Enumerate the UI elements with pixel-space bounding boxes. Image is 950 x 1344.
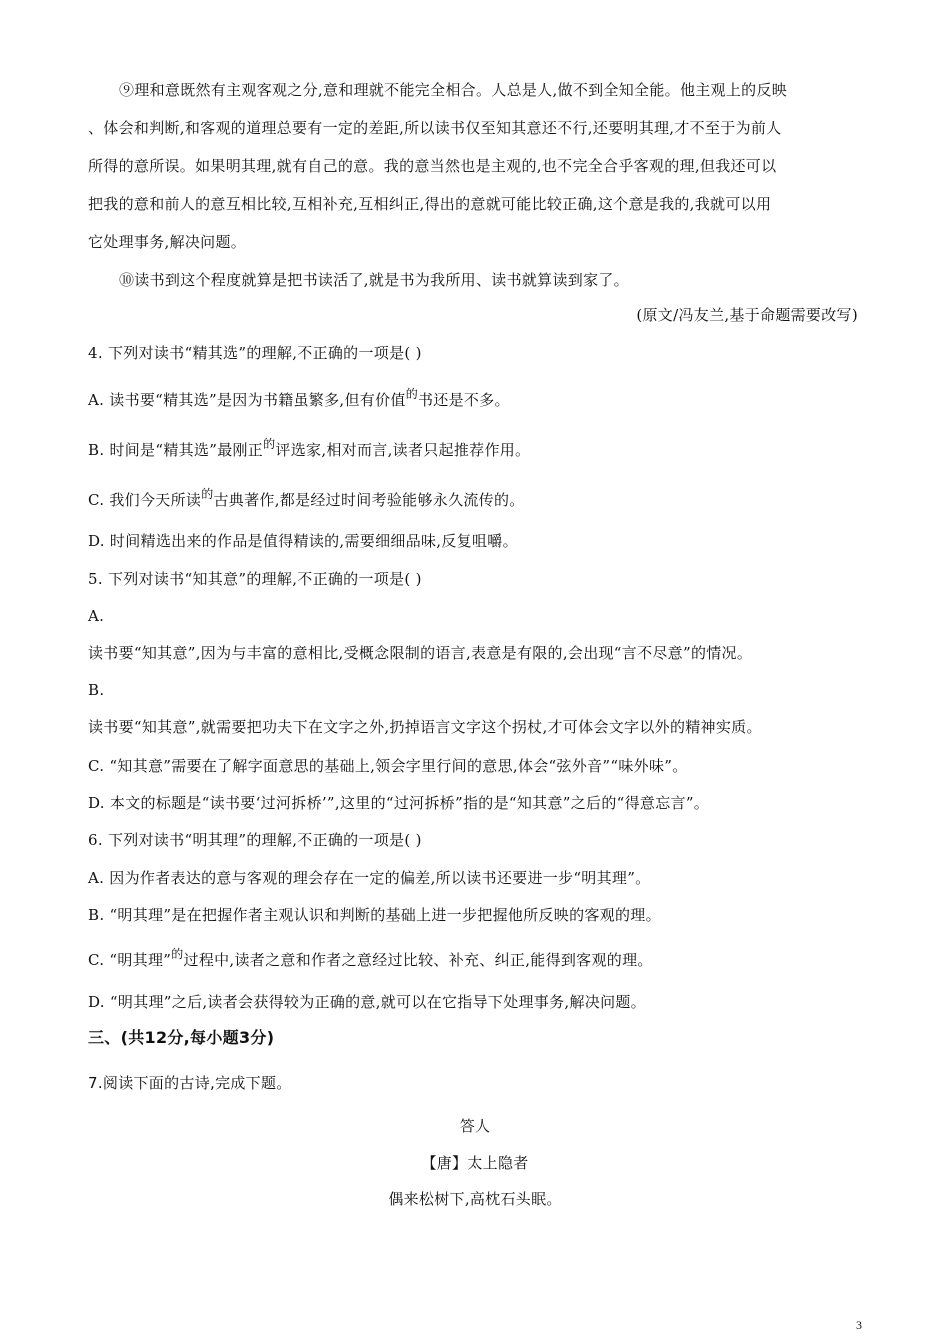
q4-option-a: A. 读书要“精其选”是因为书籍虽繁多,但有价值$^的$书还是不多。 <box>88 387 510 409</box>
poem-line-1: 偶来松树下,高枕石头眠。 <box>388 1190 562 1208</box>
q6-option-d: D. “明其理”之后,读者会获得较为正确的意,就可以在它指导下处理事务,解决问题。 <box>88 993 646 1011</box>
q4-option-c: C. 我们今天所读$^的$古典著作,都是经过时间考验能够永久流传的。 <box>88 487 525 509</box>
source-note: (原文/冯友兰,基于命题需要改写) <box>636 306 858 324</box>
para9-line4: 把我的意和前人的意互相比较,互相补充,互相纠正,得出的意就可能比较正确,这个意是我的,我就可以用 <box>88 195 772 213</box>
q5-option-b-label: B. <box>88 681 105 699</box>
q5-option-a-text: 读书要“知其意”,因为与丰富的意相比,受概念限制的语言,表意是有限的,会出现“言不尽意”的情况。 <box>88 644 753 662</box>
q5-option-b-text: 读书要“知其意”,就需要把功夫下在文字之外,扔掉语言文字这个拐杖,才可体会文字以外的精神实质。 <box>88 718 762 736</box>
q6-option-a: A. 因为作者表达的意与客观的理会存在一定的偏差,所以读书还要进一步“明其理”。 <box>88 869 651 887</box>
q4-stem: 4. 下列对读书“精其选”的理解,不正确的一项是( ) <box>88 344 422 362</box>
q5-option-c: C. “知其意”需要在了解字面意思的基础上,领会字里行间的意思,体会“弦外音”“味外味”。 <box>88 757 688 775</box>
para9-line1: ⑨理和意既然有主观客观之分,意和理就不能完全相合。人总是人,做不到全知全能。他主观上的反映 <box>119 81 788 99</box>
para9-line3: 所得的意所误。如果明其理,就有自己的意。我的意当然也是主观的,也不完全合乎客观的理,但我还可以 <box>88 157 777 175</box>
q4-option-b: B. 时间是“精其选”最刚正$^的$评选家,相对而言,读者只起推荐作用。 <box>88 437 531 459</box>
q5-option-a-label: A. <box>88 607 105 625</box>
page-number: 3 <box>856 1318 862 1332</box>
poem-title: 答人 <box>459 1117 491 1135</box>
para10: ⑩读书到这个程度就算是把书读活了,就是书为我所用、读书就算读到家了。 <box>119 271 629 289</box>
q4-option-d: D. 时间精选出来的作品是值得精读的,需要细细品味,反复咀嚼。 <box>88 532 518 550</box>
q5-stem: 5. 下列对读书“知其意”的理解,不正确的一项是( ) <box>88 570 422 588</box>
para9-line5: 它处理事务,解决问题。 <box>88 233 247 251</box>
q5-option-d: D. 本文的标题是“读书要‘过河拆桥’”,这里的“过河拆桥”指的是“知其意”之后的“得意忘言”。 <box>88 794 710 812</box>
para9-line2: 、体会和判断,和客观的道理总要有一定的差距,所以读书仅至知其意还不行,还要明其理,才不至于为前人 <box>88 119 782 137</box>
q7-stem: 7.阅读下面的古诗,完成下题。 <box>88 1074 292 1092</box>
section3-heading: 三、(共12分,每小题3分) <box>88 1028 275 1047</box>
q6-stem: 6. 下列对读书“明其理”的理解,不正确的一项是( ) <box>88 831 422 849</box>
q6-option-b: B. “明其理”是在把握作者主观认识和判断的基础上进一步把握他所反映的客观的理。 <box>88 906 661 924</box>
q6-option-c: C. “明其理”$^的$过程中,读者之意和作者之意经过比较、补充、纠正,能得到客观的理。 <box>88 947 653 969</box>
poem-author: 【唐】太上隐者 <box>421 1154 529 1172</box>
